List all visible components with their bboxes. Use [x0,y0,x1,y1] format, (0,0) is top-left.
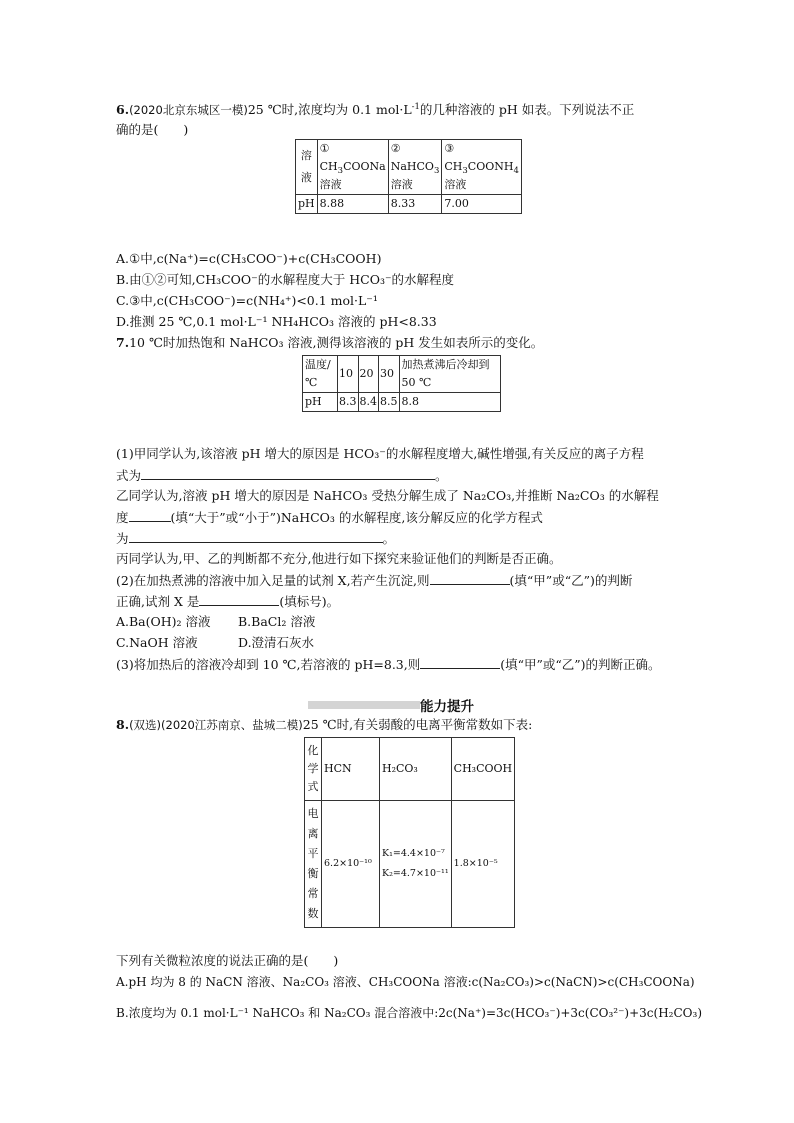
q6-ph-label: pH [296,195,318,214]
q6-ph-3: 7.00 [442,195,522,214]
q6-stem-line2: 确的是( ) [116,122,189,137]
q6-ph-table [295,139,522,214]
q6-option-a: A.①中,c(Na⁺)=c(CH₃COO⁻)+c(CH₃COOH) [116,251,382,266]
q7-ph-label: pH [303,393,338,412]
q7-options-row-1 [116,614,315,630]
q7-part1b-line3: 为 。 [116,531,396,546]
q8-k-hcn: 6.2×10⁻¹⁰ [322,801,380,928]
q6-number: 6 [116,102,125,117]
q7-answer-blank-1[interactable] [141,467,435,480]
q7-answer-blank-6[interactable] [420,656,500,669]
q7-part2-line2: 正确,试剂 X 是 (填标号)。 [116,594,340,609]
q7-temp-20: 20 [358,356,379,393]
q7-temp-boil: 加热煮沸后冷却到 50 ℃ [399,356,500,393]
q6-header-solution: 溶液 [296,140,318,195]
q6-col-3: ③ $CH_3COONH_4$ 溶液 [442,140,522,195]
q7-answer-blank-5[interactable] [199,593,279,606]
q7-part1b-line1: 乙同学认为,溶液 pH 增大的原因是 NaHCO₃ 受热分解生成了 Na₂CO₃,并推断 Na₂CO₃ 的水解程 [116,488,659,503]
section-header [308,697,498,715]
q6-col-1: ① $CH_3COONa$ 溶液 [317,140,388,195]
q6-source: (2020北京东城区一模) [129,103,248,117]
q7-answer-blank-3[interactable] [129,530,383,543]
q8-number: 8 [116,717,125,732]
q7-option-a: A.Ba(OH)₂ 溶液 [116,614,211,629]
q7-answer-blank-4[interactable] [430,572,510,585]
q8-k-h2co3: K₁=4.4×10⁻⁷ K₂=4.7×10⁻¹¹ [380,801,452,928]
section-title: 能力提升 [420,699,474,715]
q7-ph-30: 8.5 [379,393,400,412]
q8-question: 下列有关微粒浓度的说法正确的是( ) [116,953,339,968]
q8-constants-table [304,737,515,928]
q7-stem: 7.10 ℃时加热饱和 NaHCO₃ 溶液,测得该溶液的 pH 发生如表所示的变化。 [116,335,544,350]
q7-option-b: B.BaCl₂ 溶液 [238,614,316,629]
q8-source: (双选)(2020江苏南京、盐城二模) [129,718,303,732]
q8-acid-hcn: HCN [322,738,380,801]
q7-answer-blank-2[interactable] [129,509,171,522]
q7-part1-line2: 式为 。 [116,468,448,483]
q6-col-2: ② NaHCO$_3$ 溶液 [388,140,442,195]
q6-stem: 6.(2020北京东城区一模)25 ℃时,浓度均为 0.1 $mol\cdot L^{-1}$的几种溶液的 pH 如表。下列说法不正 [116,101,635,117]
q7-ph-20: 8.4 [358,393,379,412]
q7-ph-10: 8.3 [338,393,359,412]
q8-option-b: B.浓度均为 0.1 mol·L⁻¹ NaHCO₃ 和 Na₂CO₃ 混合溶液中:2c(Na⁺)=3c(HCO₃⁻)+3c(CO₃²⁻)+3c(H₂CO₃) [116,1006,702,1020]
q7-option-d: D.澄清石灰水 [238,635,315,650]
q7-number: 7 [116,335,125,350]
q7-ph-boil: 8.8 [399,393,500,412]
q8-option-a: A.pH 均为 8 的 NaCN 溶液、Na₂CO₃ 溶液、CH₃COONa 溶液:c(Na₂CO₃)>c(NaCN)>c(CH₃COONa) [116,975,695,989]
section-header-bar [308,701,420,709]
q7-temp-10: 10 [338,356,359,393]
q6-ph-2: 8.33 [388,195,442,214]
q7-part2-line1: (2)在加热煮沸的溶液中加入足量的试剂 X,若产生沉淀,则 (填“甲”或“乙”)的判断 [116,573,633,588]
q8-stem: 8.(双选)(2020江苏南京、盐城二模)25 ℃时,有关弱酸的电离平衡常数如下表: [116,717,533,732]
q7-header-temp: 温度/ ℃ [303,356,338,393]
q8-k-ch3cooh: 1.8×10⁻⁵ [451,801,514,928]
q8-header-formula: 化 学 式 [305,738,322,801]
q7-part3: (3)将加热后的溶液冷却到 10 ℃,若溶液的 pH=8.3,则 (填“甲”或“乙”)的判断正确。 [116,657,661,672]
q8-header-constant: 电 离 平 衡 常 数 [305,801,322,928]
q6-ph-1: 8.88 [317,195,388,214]
q7-option-c: C.NaOH 溶液 [116,635,198,650]
q8-acid-h2co3: H₂CO₃ [380,738,452,801]
q7-part1-line1: (1)甲同学认为,该溶液 pH 增大的原因是 HCO₃⁻的水解程度增大,碱性增强,有关反应的离子方程 [116,446,644,461]
q6-option-d: D.推测 25 ℃,0.1 mol·L⁻¹ NH₄HCO₃ 溶液的 pH<8.33 [116,314,437,329]
q7-ph-table [302,355,501,412]
q8-acid-ch3cooh: CH₃COOH [451,738,514,801]
q7-options-row-2 [116,635,314,651]
q7-temp-30: 30 [379,356,400,393]
q7-part1c: 丙同学认为,甲、乙的判断都不充分,他进行如下探究来验证他们的判断是否正确。 [116,551,562,566]
q6-option-b: B.由①②可知,CH₃COO⁻的水解程度大于 HCO₃⁻的水解程度 [116,272,455,287]
q6-option-c: C.③中,c(CH₃COO⁻)=c(NH₄⁺)<0.1 mol·L⁻¹ [116,293,378,308]
q7-part1b-line2: 度 (填“大于”或“小于”)NaHCO₃ 的水解程度,该分解反应的化学方程式 [116,510,543,525]
